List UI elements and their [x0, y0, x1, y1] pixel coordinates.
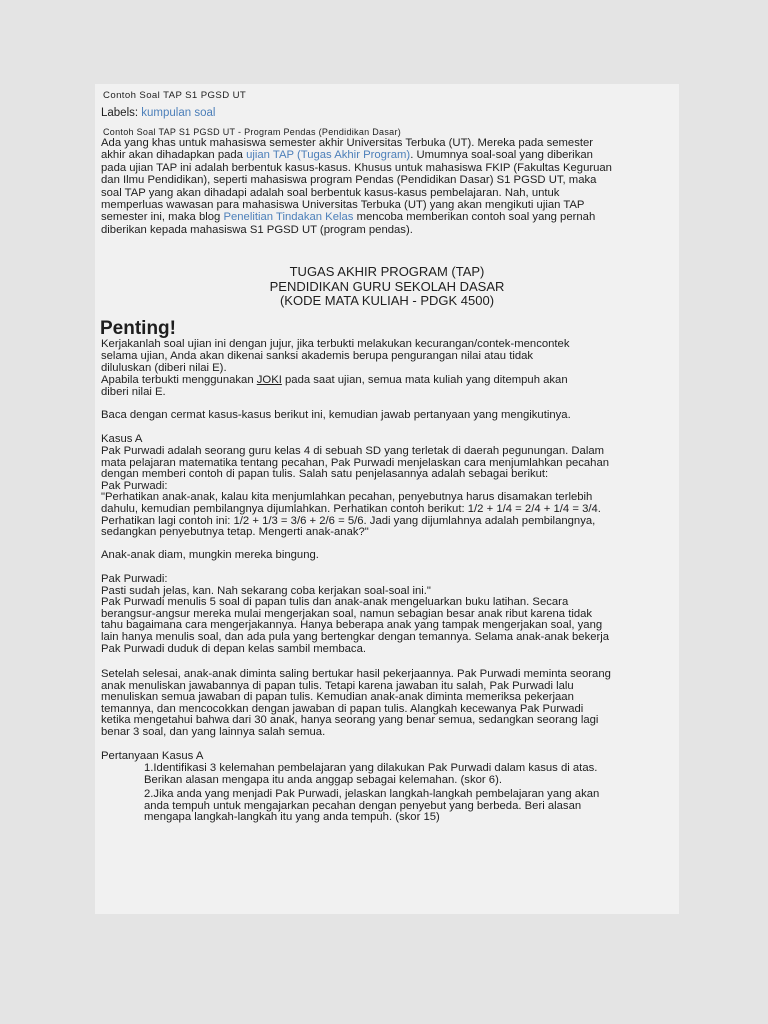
intro-text: akhir akan dihadapkan pada: [101, 149, 247, 161]
intro-line: [101, 150, 593, 162]
exam-title-line: PENDIDIKAN GURU SEKOLAH DASAR: [269, 278, 505, 294]
intro-line: Ada yang khas untuk mahasiswa semester akhir Universitas Terbuka (UT). Mereka pada semester: [101, 137, 594, 149]
case-line: Pak Purwadi:: [101, 573, 168, 585]
intro-line: dan Ilmu Pendidikan), seperti mahasiswa program Pendas (Pendidikan Dasar) S1 PGSD UT, maka: [101, 174, 597, 186]
labels-prefix: Labels:: [101, 107, 142, 119]
post-title: Contoh Soal TAP S1 PGSD UT: [103, 90, 247, 101]
case-line: tahu bagaimana cara mengerjakannya. Hanya beberapa anak yang tampak mengerjakan soal, yang: [101, 619, 603, 632]
question-line: Berikan alasan mengapa itu anda anggap sebagai kelemahan. (skor 6).: [144, 773, 502, 786]
case-line: Perhatikan lagi contoh ini: 1/2 + 1/3 = 3/6 + 2/6 = 5/6. Jadi yang dijumlahnya adalah pembilangnya,: [101, 514, 596, 527]
question-line: anda tempuh untuk mengajarkan pecahan dengan penyebut yang berbeda. Beri alasan: [144, 799, 582, 812]
case-line: temannya, dan mencocokkan dengan jawaban di papan tulis. Alangkah kecewanya Pak Purwadi: [101, 702, 584, 715]
labels-line: [101, 108, 215, 120]
exam-title-block: [95, 265, 679, 309]
penting-text: pada saat ujian, semua mata kuliah yang ditempuh akan: [281, 374, 568, 386]
intro-line: pada ujian TAP ini adalah berbentuk kasus-kasus. Khusus untuk mahasiswa FKIP (Fakultas Keguruan: [101, 162, 612, 174]
intro-line: soal TAP yang akan dihadapi adalah soal berbentuk kasus-kasus pembelajaran. Nah, untuk: [101, 187, 560, 199]
exam-title-line: TUGAS AKHIR PROGRAM (TAP): [289, 264, 485, 279]
exam-title-line: (KODE MATA KULIAH - PDGK 4500): [279, 293, 495, 308]
intro-line: [101, 212, 595, 224]
case-line: Pak Purwadi duduk di depan kelas sambil membaca.: [101, 642, 366, 655]
intro-line: memperluas wawasan para mahasiswa Universitas Terbuka (UT) yang akan mengikuti ujian TAP: [101, 199, 585, 211]
pertanyaan-heading: Pertanyaan Kasus A: [101, 750, 204, 762]
case-line: Pasti sudah jelas, kan. Nah sekarang coba kerjakan soal-soal ini.": [101, 584, 431, 597]
penting-line: diberi nilai E.: [101, 386, 166, 398]
case-line: Pak Purwadi:: [101, 479, 168, 492]
case-line: sedangkan penyebutnya tetap. Mengerti anak-anak?": [101, 526, 369, 539]
intro-text: . Umumnya soal-soal yang diberikan: [410, 149, 593, 161]
case-line: berangsur-angsur mereka mulai mengerjakan soal, namun sebagian besar anak ribut karena tidak: [101, 607, 593, 620]
question-2: [144, 789, 599, 824]
kasus-a-heading: Kasus A: [101, 433, 143, 445]
case-line: anak menuliskan jawabannya di papan tulis. Tetapi karena jawaban itu salah, Pak Purwadi lalu: [101, 679, 574, 692]
case-line: mata pelajaran matematika tentang pecahan, Pak Purwadi menjelaskan cara menjumlahkan pecahan: [101, 456, 610, 469]
case-line: dengan memberi contoh di papan tulis. Salah satu penjelasannya adalah sebagai berikut:: [101, 468, 549, 481]
penting-line: selama ujian, Anda akan dikenai sanksi akademis berupa pengurangan nilai atau tidak: [101, 350, 534, 362]
case-line: dahulu, kemudian pembilangnya dijumlahkan. Perhatikan contoh berikut: 1/2 + 1/4 = 2/4 + 1/4 = 3/4.: [101, 502, 601, 515]
kasus-a-paragraph-4: [101, 669, 611, 739]
kasus-a-paragraph-3: [101, 574, 609, 655]
question-line: 1.Identifikasi 3 kelemahan pembelajaran yang dilakukan Pak Purwadi dalam kasus di atas.: [144, 762, 598, 774]
ujian-tap-link[interactable]: ujian TAP (Tugas Akhir Program): [246, 149, 411, 161]
case-line: menuliskan semua jawaban di papan tulis. Kemudian anak-anak diminta memeriksa pekerjaan: [101, 691, 574, 704]
intro-line: diberikan kepada mahasiswa S1 PGSD UT (program pendas).: [101, 224, 413, 236]
kasus-a-paragraph-1: [101, 446, 609, 539]
kasus-a-paragraph-2: Anak-anak diam, mungkin mereka bingung.: [101, 549, 319, 561]
case-line: Pak Purwadi menulis 5 soal di papan tulis dan anak-anak mengeluarkan buku latihan. Secara: [101, 596, 569, 609]
case-line: Setelah selesai, anak-anak diminta saling bertukar hasil pekerjaannya. Pak Purwadi meminta seorang: [101, 668, 611, 680]
question-line: mengapa langkah-langkah itu yang anda tempuh. (skor 15): [144, 811, 440, 824]
case-line: benar 3 soal, dan yang lainnya salah semua.: [101, 725, 326, 738]
intro-text: mencoba memberikan contoh soal yang pernah: [353, 211, 596, 223]
joki-text: JOKI: [256, 374, 282, 386]
penting-line: [101, 375, 568, 387]
question-1: [144, 763, 597, 786]
case-line: "Perhatikan anak-anak, kalau kita menjumlahkan pecahan, penyebutnya harus disamakan terlebih: [101, 491, 593, 504]
penting-line: diluluskan (diberi nilai E).: [101, 362, 227, 374]
instruction-text: Baca dengan cermat kasus-kasus berikut ini, kemudian jawab pertanyaan yang mengikutinya.: [101, 409, 571, 421]
case-line: lain hanya menulis soal, dan ada pula yang bertengkar dengan temannya. Selama anak-anak bekerja: [101, 630, 610, 643]
penting-heading: Penting!: [100, 318, 176, 339]
post-subtitle: Contoh Soal TAP S1 PGSD UT - Program Pendas (Pendidikan Dasar): [103, 127, 402, 137]
question-line: 2.Jika anda yang menjadi Pak Purwadi, jelaskan langkah-langkah pembelajaran yang akan: [144, 788, 600, 800]
intro-text: semester ini, maka blog: [101, 211, 224, 223]
labels-link[interactable]: kumpulan soal: [141, 107, 216, 119]
case-line: Pak Purwadi adalah seorang guru kelas 4 di sebuah SD yang terletak di daerah pegunungan. Dalam: [101, 445, 605, 457]
penting-text: Apabila terbukti menggunakan: [101, 374, 257, 386]
ptk-blog-link[interactable]: Penelitian Tindakan Kelas: [223, 211, 354, 223]
penting-line: Kerjakanlah soal ujian ini dengan jujur, jika terbukti melakukan kecurangan/contek-mencontek: [101, 338, 570, 350]
case-line: ketika mengetahui bahwa dari 30 anak, hanya seorang yang benar semua, sedangkan seorang lagi: [101, 714, 599, 727]
